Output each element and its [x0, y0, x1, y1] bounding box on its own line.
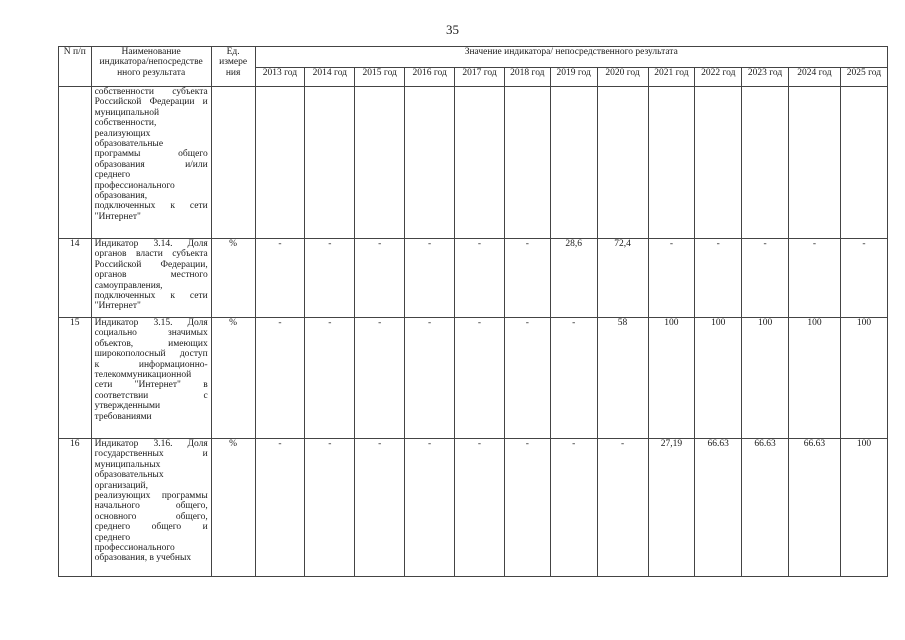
value-cell: -	[255, 239, 305, 318]
indicator-name-line: широкополосный доступ	[94, 349, 208, 360]
indicator-name-line: профессионального	[94, 543, 175, 554]
indicator-name-line: к информационно-	[94, 359, 208, 370]
value-cell	[550, 87, 597, 239]
indicator-name-line: среднего	[94, 170, 131, 181]
header-year: 2023 год	[742, 68, 789, 87]
indicator-name-line: Российской Федерации и	[94, 97, 208, 108]
indicator-name	[91, 239, 211, 318]
value-cell: 100	[742, 318, 789, 439]
header-unit-line: измере	[219, 57, 248, 68]
value-cell: 28,6	[550, 239, 597, 318]
value-cell: 100	[840, 439, 887, 577]
value-cell	[355, 87, 405, 239]
indicator-name-line: основного общего,	[94, 511, 208, 522]
indicator-name-line: сети "Интернет" в	[94, 380, 208, 391]
table-row	[59, 239, 888, 318]
value-cell: -	[305, 439, 355, 577]
header-year: 2021 год	[648, 68, 695, 87]
value-cell: -	[788, 239, 840, 318]
indicator-name-line: телекоммуникационной	[94, 370, 192, 381]
indicator-name-line: программы общего	[94, 149, 208, 160]
value-cell: -	[255, 439, 305, 577]
indicator-name-line: органов власти субъекта	[94, 249, 208, 260]
value-cell: -	[305, 318, 355, 439]
indicator-name-line: Индикатор 3.16. Доля	[94, 439, 208, 449]
value-cell: 100	[695, 318, 742, 439]
header-value-group: Значение индикатора/ непосредственного результата	[255, 47, 888, 68]
indicator-name-line: Российской Федерации,	[94, 259, 208, 270]
header-year: 2019 год	[550, 68, 597, 87]
header-year: 2016 год	[405, 68, 455, 87]
value-cell	[504, 87, 550, 239]
indicator-name-line: "Интернет"	[94, 211, 141, 222]
header-unit-line: Ед.	[226, 47, 240, 57]
indicator-name-line: государственных и	[94, 449, 208, 460]
header-year: 2018 год	[504, 68, 550, 87]
row-number: 16	[59, 439, 92, 577]
indicator-name-line: собственности субъекта	[94, 87, 208, 97]
indicator-name-line: Индикатор 3.14. Доля	[94, 239, 208, 249]
value-cell: 58	[597, 318, 648, 439]
header-name-line: Наименование	[121, 47, 181, 57]
value-cell: -	[455, 439, 505, 577]
value-cell: -	[305, 239, 355, 318]
unit-cell: %	[211, 439, 255, 577]
indicators-table	[58, 46, 888, 577]
value-cell	[788, 87, 840, 239]
value-cell: -	[455, 318, 505, 439]
value-cell	[455, 87, 505, 239]
unit-cell	[211, 87, 255, 239]
indicator-name-line: профессионального	[94, 180, 175, 191]
value-cell: -	[597, 439, 648, 577]
header-name-line: индикатора/непосредстве	[99, 57, 203, 68]
indicator-name-line: подключенных к сети	[94, 201, 208, 212]
value-cell: 27,19	[648, 439, 695, 577]
value-cell	[255, 87, 305, 239]
header-num: N п/п	[59, 47, 92, 87]
value-cell	[597, 87, 648, 239]
row-number: 15	[59, 318, 92, 439]
indicator-name-line: среднего общего и	[94, 522, 208, 533]
indicator-name-line: реализующих	[94, 128, 151, 139]
indicator-name-line: социально значимых	[94, 328, 208, 339]
value-cell: -	[648, 239, 695, 318]
header-year: 2014 год	[305, 68, 355, 87]
value-cell	[840, 87, 887, 239]
indicator-name-line: самоуправления,	[94, 280, 163, 291]
indicator-name-line: подключенных к сети	[94, 291, 208, 302]
header-year: 2024 год	[788, 68, 840, 87]
value-cell: 100	[788, 318, 840, 439]
value-cell: -	[504, 318, 550, 439]
value-cell: -	[355, 239, 405, 318]
value-cell: 72,4	[597, 239, 648, 318]
indicator-name-line: требованиями	[94, 411, 152, 422]
value-cell: -	[255, 318, 305, 439]
table-row	[59, 318, 888, 439]
indicator-name-line: образования,	[94, 191, 148, 202]
header-unit	[211, 47, 255, 87]
indicator-name-line: образования, в учебных	[94, 553, 192, 564]
header-year: 2017 год	[455, 68, 505, 87]
value-cell: -	[405, 439, 455, 577]
indicator-name-line: образования и/или	[94, 159, 208, 170]
indicator-name-line: реализующих программы	[94, 491, 208, 502]
value-cell	[695, 87, 742, 239]
value-cell: -	[355, 318, 405, 439]
table-body	[59, 87, 888, 577]
indicator-name-line: утвержденными	[94, 401, 161, 412]
value-cell: -	[405, 318, 455, 439]
row-number	[59, 87, 92, 239]
indicator-name-line: начального общего,	[94, 501, 208, 512]
indicator-name	[91, 318, 211, 439]
value-cell	[742, 87, 789, 239]
header-year: 2025 год	[840, 68, 887, 87]
indicator-name-line: Индикатор 3.15. Доля	[94, 318, 208, 328]
value-cell: -	[355, 439, 405, 577]
indicator-name-line: собственности,	[94, 118, 157, 129]
value-cell: -	[742, 239, 789, 318]
value-cell: -	[550, 318, 597, 439]
value-cell: -	[405, 239, 455, 318]
indicator-name-line: "Интернет"	[94, 301, 141, 312]
header-name	[91, 47, 211, 87]
value-cell: -	[840, 239, 887, 318]
value-cell	[648, 87, 695, 239]
value-cell: -	[550, 439, 597, 577]
row-number: 14	[59, 239, 92, 318]
page-number: 35	[446, 22, 459, 37]
indicator-name-line: образовательные	[94, 139, 164, 150]
header-year: 2015 год	[355, 68, 405, 87]
value-cell: 66.63	[695, 439, 742, 577]
table-row	[59, 87, 888, 239]
indicator-name-line: органов местного	[94, 270, 208, 281]
value-cell	[405, 87, 455, 239]
indicator-name-line: объектов, имеющих	[94, 338, 208, 349]
indicator-name	[91, 87, 211, 239]
unit-cell: %	[211, 318, 255, 439]
value-cell: -	[455, 239, 505, 318]
unit-cell: %	[211, 239, 255, 318]
indicator-name-line: муниципальной	[94, 107, 160, 118]
indicator-name-line: организаций,	[94, 480, 148, 491]
value-cell	[305, 87, 355, 239]
indicator-name-line: образовательных	[94, 470, 164, 481]
indicator-name-line: соответствии с	[94, 390, 208, 401]
header-year: 2013 год	[255, 68, 305, 87]
value-cell: 100	[648, 318, 695, 439]
value-cell: 66.63	[788, 439, 840, 577]
value-cell: -	[504, 239, 550, 318]
value-cell: 100	[840, 318, 887, 439]
indicator-name	[91, 439, 211, 577]
header-unit-line: ния	[225, 67, 241, 78]
header-name-line: нного результата	[117, 67, 186, 78]
header-year: 2020 год	[597, 68, 648, 87]
value-cell: 66.63	[742, 439, 789, 577]
value-cell: -	[504, 439, 550, 577]
indicator-name-line: муниципальных	[94, 459, 161, 470]
table-row	[59, 439, 888, 577]
indicator-name-line: среднего	[94, 532, 131, 543]
value-cell: -	[695, 239, 742, 318]
header-year: 2022 год	[695, 68, 742, 87]
